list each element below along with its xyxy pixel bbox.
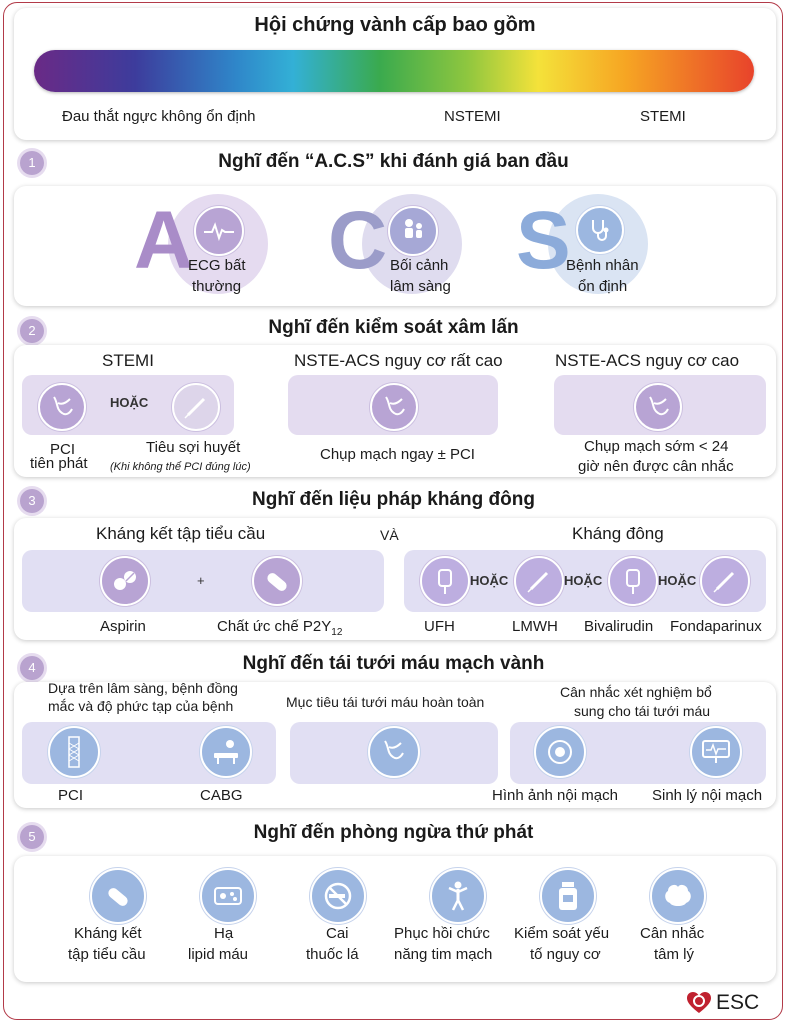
esc-logo [686,988,759,1018]
pci-label-1: PCI [50,441,76,458]
esc-heart-icon [686,991,712,1015]
or-label-2: HOẶC [564,573,603,588]
fibrinolysis-note: (Khi không thể PCI đúng lúc) [110,461,251,473]
and-label: VÀ [380,527,399,543]
stethoscope-icon [576,206,624,254]
lipid-blood-vessel-icon [200,868,256,924]
prevention-smoking-2: thuốc lá [306,946,359,963]
section-2-title: Nghĩ đến kiểm soát xâm lấn [268,317,519,338]
acs-c-label-2: lâm sàng [390,278,451,295]
esc-logo-text: ESC [716,991,760,1014]
acs-letter-a: A [134,195,194,286]
acs-letter-c: C [328,195,388,286]
prevention-antiplatelet-2: tập tiểu cầu [68,946,146,963]
cabg-label: CABG [200,787,243,804]
lmwh-label: LMWH [512,618,558,635]
acs-s-label-1: Bệnh nhân [566,257,639,274]
acs-spectrum-bar [34,50,754,92]
intravascular-imaging-label: Hình ảnh nội mạch [492,787,618,804]
spectrum-label-stemi: STEMI [640,108,686,125]
fondaparinux-label: Fondaparinux [670,618,762,635]
additional-tests-1: Cân nhắc xét nghiệm bổ [560,684,712,700]
page-title: Hội chứng vành cấp bao gồm [254,14,536,36]
prevention-smoking-1: Cai [326,925,349,942]
p2y12-text: Chất ức chế P2Y [217,618,332,635]
stemi-header: STEMI [102,351,154,370]
spectrum-label-unstable-angina: Đau thắt ngực không ổn định [62,108,256,125]
stent-icon [48,726,100,778]
intravascular-physiology-label: Sinh lý nội mạch [652,787,763,804]
acs-c-item [328,194,488,299]
early-angio-label-2: giờ nên được cân nhắc [578,458,734,475]
high-risk-header: NSTE-ACS nguy cơ cao [555,351,740,370]
section-1-title: Nghĩ đến “A.C.S” khi đánh giá ban đầu [218,151,569,172]
revasc-criteria-1: Dựa trên lâm sàng, bệnh đồng [48,680,238,696]
plus-label: + [197,573,205,588]
or-label-1: HOẶC [470,573,509,588]
surgery-icon [200,726,252,778]
acs-a-label-2: thường [192,278,242,295]
section-2-badge: 2 [20,319,44,343]
syringe-icon [172,383,220,431]
prevention-rehab-1: Phục hồi chức [394,925,490,942]
acs-c-label-1: Bối cảnh [390,257,449,274]
acs-spectrum-card [14,8,776,140]
complete-revasc-label: Mục tiêu tái tưới máu hoàn toàn [286,694,485,710]
iv-bag-icon [608,556,658,606]
section-3-card [14,518,776,640]
risk-factor-bottle-icon [540,868,596,924]
angiography-icon [370,383,418,431]
acs-letter-s: S [516,195,571,286]
clinical-context-icon [388,206,438,256]
syringe-icon [700,556,750,606]
prevention-psych-2: tâm lý [654,946,695,963]
aspirin-label: Aspirin [100,618,146,635]
acs-s-label-2: ổn định [578,278,628,295]
pci-label: PCI [58,787,84,804]
prevention-risk-factor-1: Kiểm soát yếu [514,925,610,942]
acs-a-label-1: ECG bất [188,257,246,274]
anticoagulant-header: Kháng đông [572,524,664,543]
stemi-or-label: HOẶC [110,395,149,410]
prevention-lipid-1: Hạ [214,925,234,942]
early-angio-label-1: Chụp mạch sớm < 24 [584,438,729,455]
ufh-label: UFH [424,618,455,635]
cardiac-rehab-icon [430,868,486,924]
section-1-badge: 1 [20,151,44,175]
section-4-badge: 4 [20,656,44,680]
section-5-title: Nghĩ đến phòng ngừa thứ phát [253,822,534,843]
section-3-title: Nghĩ đến liệu pháp kháng đông [252,489,535,510]
ecg-icon [194,206,244,256]
section-5-card [14,856,776,982]
bivalirudin-label: Bivalirudin [584,618,654,635]
iv-bag-icon [420,556,470,606]
syringe-icon [514,556,564,606]
section-4-card [14,682,776,808]
antiplatelet-header: Kháng kết tập tiểu cầu [96,524,266,543]
intravascular-physiology-icon [690,726,742,778]
section-2-card [14,345,776,477]
brain-icon [650,868,706,924]
p2y12-capsule-icon [252,556,302,606]
p2y12-subscript: 12 [331,627,343,638]
or-label-3: HOẶC [658,573,697,588]
prevention-risk-factor-2: tố nguy cơ [530,946,601,963]
fibrinolysis-label: Tiêu sợi huyết [146,439,241,456]
antiplatelet-pill-icon [90,868,146,924]
revasc-criteria-2: mắc và độ phức tạp của bệnh [48,698,234,714]
acs-s-item [514,194,674,299]
prevention-psych-1: Cân nhắc [640,925,705,942]
spectrum-label-nstemi: NSTEMI [444,108,501,125]
angiography-icon [634,383,682,431]
section-4-title: Nghĩ đến tái tưới máu mạch vành [242,653,545,674]
immediate-angio-label: Chụp mạch ngay ± PCI [320,446,475,463]
prevention-rehab-2: năng tim mạch [394,946,493,963]
p2y12-label [217,617,342,643]
prevention-antiplatelet-1: Kháng kết [74,925,142,942]
intravascular-imaging-icon [534,726,586,778]
coronary-tree-icon [368,726,420,778]
angiography-icon [38,383,86,431]
aspirin-icon [100,556,150,606]
pci-label-2: tiên phát [30,455,88,472]
section-3-badge: 3 [20,489,44,513]
acs-a-item [134,194,294,299]
section-5-badge: 5 [20,825,44,849]
section-1-card [14,186,776,306]
no-smoking-icon [310,868,366,924]
prevention-lipid-2: lipid máu [188,946,249,963]
additional-tests-2: sung cho tái tưới máu [574,703,711,719]
very-high-risk-header: NSTE-ACS nguy cơ rất cao [294,351,503,370]
